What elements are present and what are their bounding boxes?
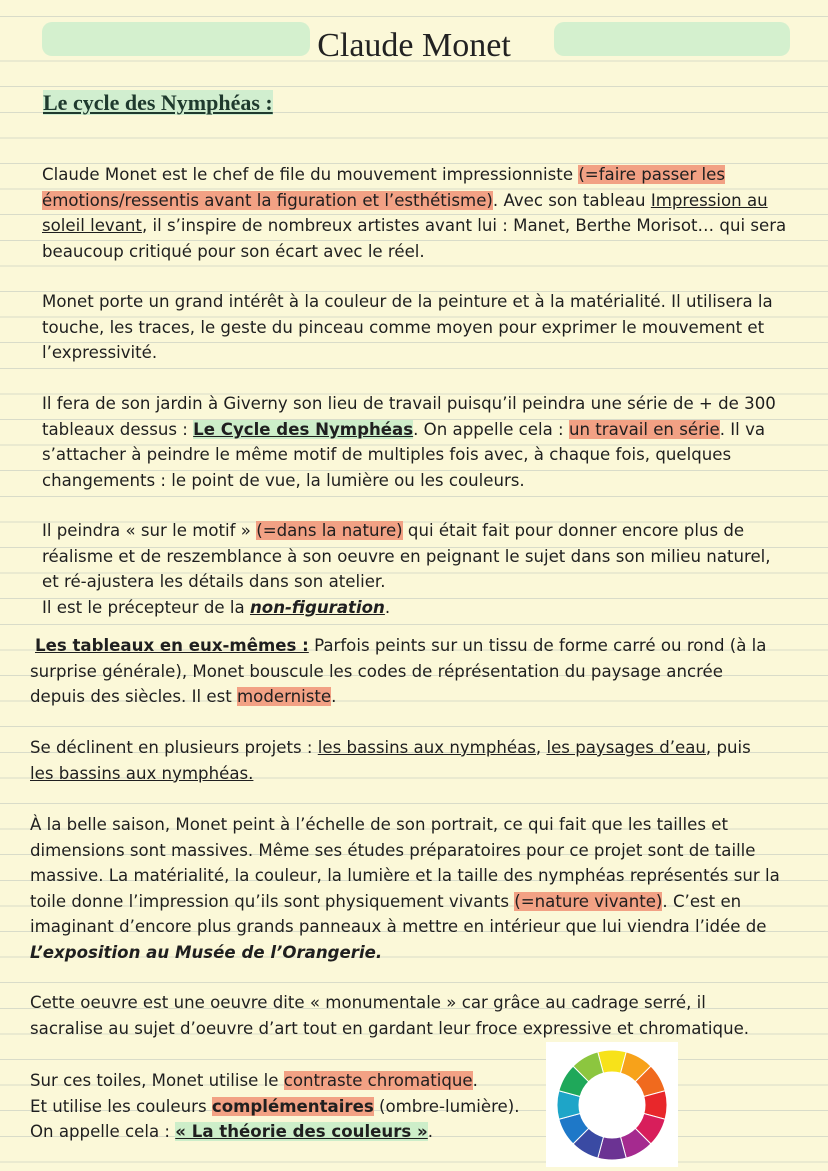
text-run: . (472, 1071, 478, 1090)
text-line (30, 684, 770, 710)
text-line: massive. La matérialité, la couleur, la lumière et la taille des nymphéas représentés sur la (30, 866, 780, 886)
paragraph-materiality (42, 289, 782, 366)
paragraph-tableaux (30, 633, 770, 710)
text-line: changements : le point de vue, la lumière ou les couleurs. (42, 470, 525, 490)
text-run: , (535, 738, 547, 757)
paragraph-belle-saison (30, 812, 780, 966)
artwork-title: Impression au (650, 190, 768, 210)
highlight-contraste: contraste chromatique (283, 1071, 473, 1090)
text-line (42, 213, 787, 239)
text-run: , il s’inspire de nombreux artistes avant lui : Manet, Berthe Morisot… qui sera (141, 216, 787, 236)
text-line (42, 417, 782, 443)
text-line: À la belle saison, Monet peint à l’échelle de son portrait, ce qui fait que les tailles et (30, 815, 728, 834)
text-line (42, 162, 782, 188)
section-title (43, 89, 273, 117)
text-run: Se déclinent en plusieurs projets : (30, 738, 318, 757)
text-run: . C’est en (662, 891, 742, 911)
text-line (42, 518, 782, 544)
highlight-complementaires: complémentaires (211, 1096, 374, 1116)
text-line: et ré-ajustera les détails dans son atelier. (42, 572, 386, 592)
highlight-nature-vivante: (=nature vivante) (514, 891, 663, 911)
text-line: touche, les traces, le geste du pinceau comme moyen pour exprimer le mouvement et (42, 317, 765, 337)
text-line: s’attacher à peindre le même motif de multiples fois avec, à chaque fois, quelques (42, 445, 732, 465)
paragraph-monumentale (30, 990, 770, 1041)
project-bassins: les bassins aux nymphéas (317, 738, 536, 757)
paragraph-giverny (42, 391, 782, 493)
artwork-title-cont: soleil levant (42, 216, 142, 236)
text-line (42, 595, 782, 621)
text-line: surprise générale), Monet bouscule les codes de réprésentation du paysage ancrée (30, 661, 723, 681)
text-run: Et utilise les couleurs (30, 1096, 212, 1116)
highlight-definition-cont: émotions/ressentis avant la figuration et l’esthétisme) (42, 190, 493, 210)
non-figuration-term: non-figuration (249, 597, 385, 617)
paragraph-sur-le-motif (42, 518, 782, 620)
text-line (30, 1068, 530, 1094)
theorie-des-couleurs: « La théorie des couleurs » (175, 1122, 428, 1142)
color-wheel-image (546, 1042, 678, 1167)
text-line: Il fera de son jardin à Giverny son lieu de travail puisqu’il peindra une série de + de 300 (42, 394, 776, 413)
text-line (30, 889, 770, 915)
project-paysages: les paysages d’eau (546, 738, 706, 757)
text-line (42, 188, 782, 214)
text-run: . Il va (719, 419, 766, 439)
text-run: Parfois peints sur un tissu de forme carré ou rond (à la (308, 636, 767, 655)
text-line (30, 1094, 530, 1120)
section-title-text: Le cycle des Nymphéas : (43, 90, 273, 115)
text-run: Il peindra « sur le motif » (42, 521, 257, 540)
highlight-definition: (=faire passer les (578, 165, 726, 184)
text-run: depuis des siècles. Il est (30, 687, 238, 707)
text-line: l’expressivité. (42, 343, 158, 363)
text-line: L’exposition au Musée de l’Orangerie. (30, 942, 383, 962)
text-run: . Avec son tableau (492, 190, 651, 210)
subheading-tableaux: Les tableaux en eux-mêmes : (35, 636, 309, 655)
text-run: . (384, 597, 391, 617)
text-run: . (331, 687, 337, 707)
text-line: Cette oeuvre est une oeuvre dite « monumentale » car grâce au cadrage serré, il (30, 993, 706, 1012)
text-run: Il est le précepteur de la (42, 597, 250, 617)
text-line: imaginant d’encore plus grands panneaux à mettre en intérieur que lui viendra l’idée de (30, 917, 767, 937)
text-run: tableaux dessus : (42, 419, 194, 439)
text-line: beaucoup critiqué pour son écart avec le réel. (42, 241, 425, 261)
text-run: qui était fait pour donner encore plus de (402, 521, 745, 540)
text-run: . (427, 1122, 434, 1142)
highlight-serie: un travail en série (568, 419, 720, 439)
text-run: Sur ces toiles, Monet utilise le (30, 1071, 284, 1090)
text-run: On appelle cela : (30, 1122, 176, 1142)
text-run: . On appelle cela : (413, 419, 569, 439)
text-line: réalisme et de reszemblance à son oeuvre en peignant le sujet dans son milieu naturel, (42, 546, 771, 566)
highlight-moderniste: moderniste (237, 687, 332, 707)
text-line: dimensions sont massives. Même ses études préparatoires pour ce projet sont de taille (30, 840, 756, 860)
text-line (30, 735, 770, 761)
text-run: Claude Monet est le chef de file du mouvement impressionniste (42, 165, 579, 184)
text-run: toile donne l’impression qu’ils sont physiquement vivants (30, 891, 515, 911)
text-line: Monet porte un grand intérêt à la couleur de la peinture et à la matérialité. Il utilisera la (42, 292, 773, 311)
paragraph-projets (30, 735, 770, 786)
text-line (30, 633, 770, 659)
color-wheel-icon (546, 1042, 678, 1167)
page-title: Claude Monet (317, 27, 511, 64)
text-line: sacralise au sujet d’oeuvre d’art tout en gardant leur froce expressive et chromatique. (30, 1018, 750, 1038)
text-run: (ombre-lumière). (373, 1096, 520, 1116)
cycle-title: Le Cycle des Nymphéas (193, 419, 414, 439)
paragraph-intro (42, 162, 787, 264)
text-run: , puis (705, 738, 751, 757)
text-line (30, 1119, 530, 1145)
project-bassins-2: les bassins aux nymphéas. (30, 763, 254, 783)
paragraph-couleurs (30, 1068, 530, 1145)
highlight-nature: (=dans la nature) (256, 521, 403, 540)
text-line (30, 761, 770, 787)
